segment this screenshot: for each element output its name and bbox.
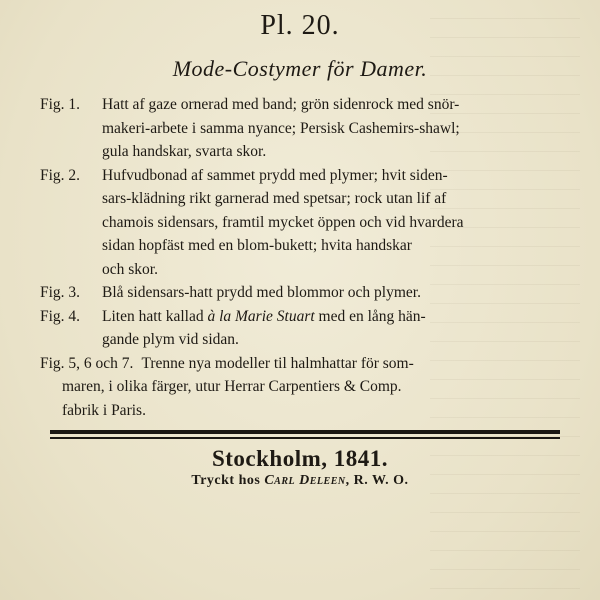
figure-2-line-5: och skor. — [102, 260, 158, 278]
figure-4-line-1: Liten hatt kallad à la Marie Stuart med en lång hän- — [102, 307, 426, 325]
figure-4-number: Fig. 4. — [40, 307, 81, 325]
figure-5-line-2: maren, i olika färger, utur Herrar Carpentiers & Comp. — [62, 378, 402, 395]
figure-1-line-3: gula handskar, svarta skor. — [102, 143, 267, 160]
imprint-printer: Tryckt hos Carl Deleen, R. W. O. — [191, 473, 409, 488]
figure-3 — [40, 281, 560, 305]
printer-name: Carl Deleen — [264, 473, 346, 488]
figure-1 — [40, 93, 560, 117]
figure-2-line-2: sars-klädning rikt garnerad med spetsar; rock utan lif af — [102, 190, 447, 207]
figure-descriptions — [40, 93, 560, 422]
figure-4 — [40, 305, 560, 352]
figure-2 — [40, 164, 560, 188]
figure-1-line-1: Hatt af gaze ornerad med band; grön sidenrock med snör- — [102, 96, 460, 113]
figure-2-number: Fig. 2. — [40, 166, 81, 184]
figure-5-line-3: fabrik i Paris. — [62, 401, 146, 419]
figure-1-number: Fig. 1. — [40, 96, 81, 113]
figure-2-line-1: Hufvudbonad af sammet prydd med plymer; hvit siden- — [102, 166, 448, 184]
figure-1-line-2: makeri-arbete i samma nyance; Persisk Cashemirs-shawl; — [102, 119, 460, 137]
figure-3-line-1: Blå sidensars-hatt prydd med blommor och plymer. — [102, 284, 421, 301]
figure-3-number: Fig. 3. — [40, 284, 81, 301]
imprint-city-year: Stockholm, 1841. — [211, 446, 389, 471]
plate-subtitle: Mode-Costymer för Damer. — [172, 56, 428, 81]
divider-thin-rule — [50, 437, 560, 439]
figure-4-italic-term: à la Marie Stuart — [207, 307, 315, 325]
figure-5-7-number: Fig. 5, 6 och 7. — [40, 354, 134, 372]
figure-5-line-1: Trenne nya modeller til halmhattar för som- — [141, 354, 414, 372]
figure-5-7 — [40, 352, 560, 376]
divider-thick-rule — [50, 430, 560, 434]
figure-2-line-4: sidan hopfäst med en blom-bukett; hvita handskar — [102, 237, 412, 254]
plate-number: Pl. 20. — [260, 10, 340, 41]
figure-4-line-2: gande plym vid sidan. — [102, 331, 239, 348]
figure-2-line-3: chamois sidensars, framtil mycket öppen och vid hvardera — [102, 213, 464, 231]
